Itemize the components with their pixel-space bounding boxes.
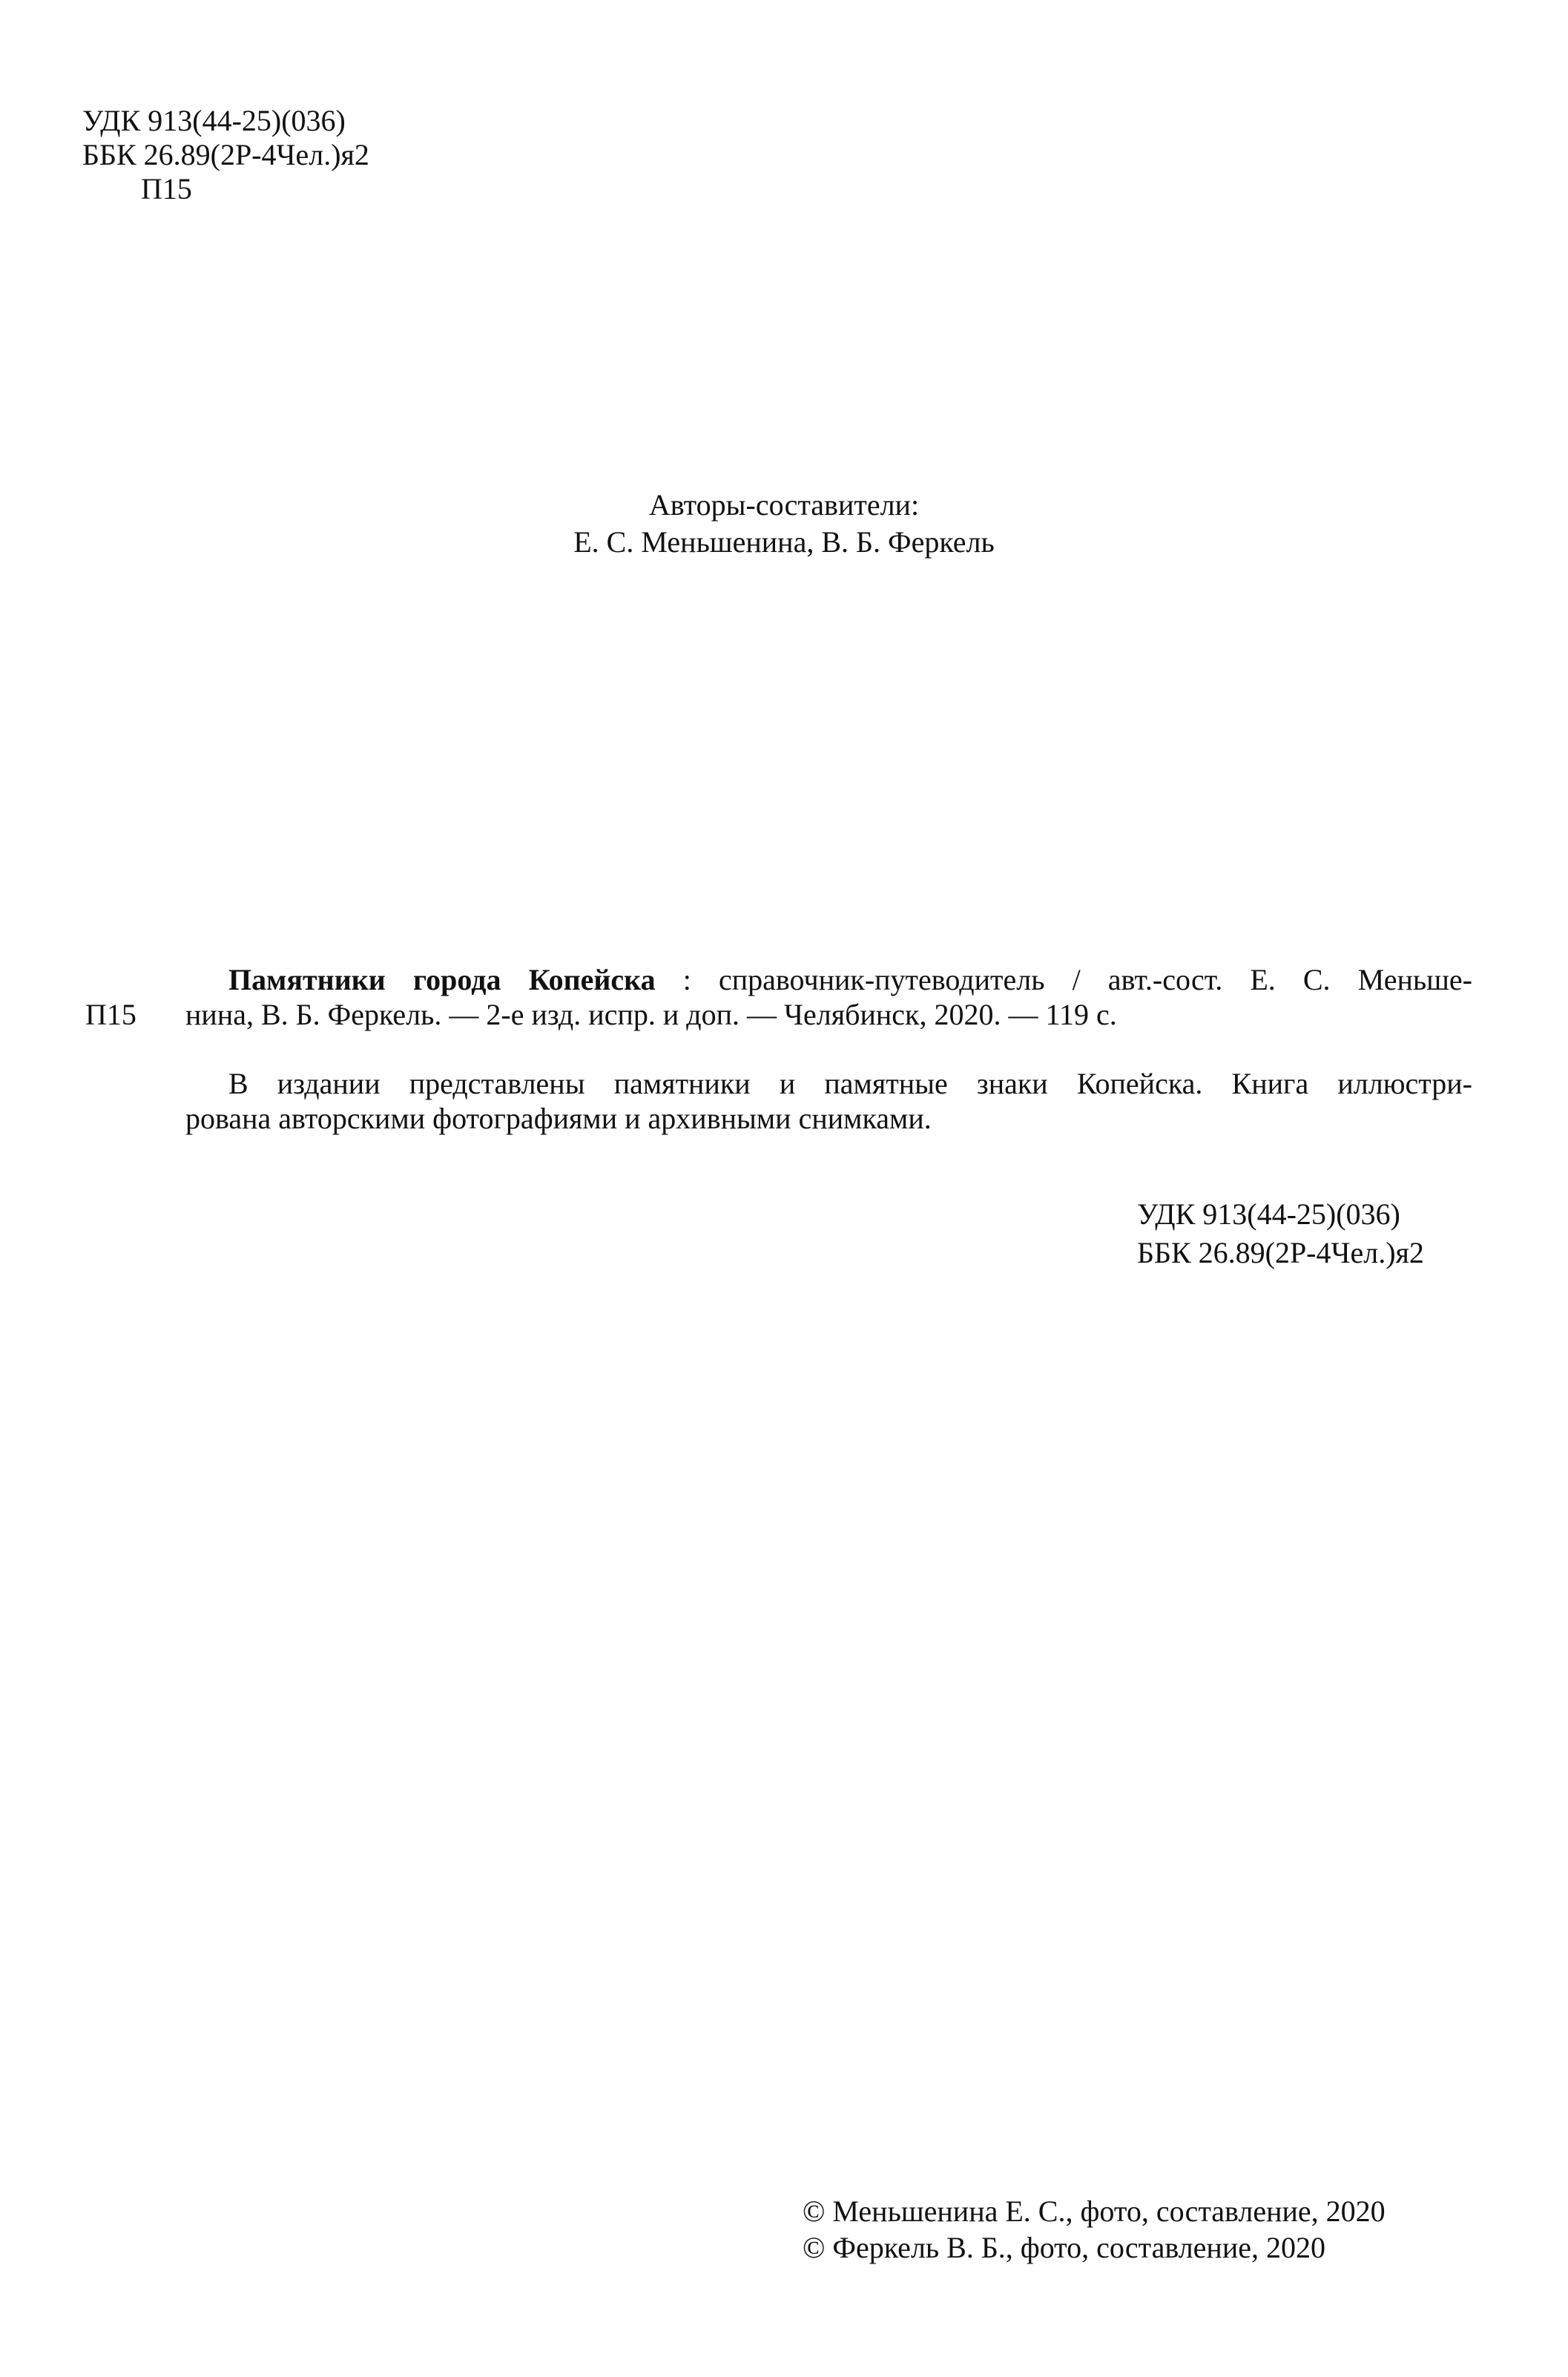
copyright-line-2: © Феркель В. Б., фото, составление, 2020 (803, 2231, 1325, 2264)
copyright-block (803, 2193, 1386, 2266)
author-sign-margin: П15 (85, 998, 136, 1031)
udk-bbk-top-block (82, 104, 369, 206)
catalog-entry-line-1 (185, 962, 1472, 997)
catalog-entry (185, 962, 1472, 1032)
authors-names: Е. С. Меньшенина, В. Б. Феркель (573, 525, 995, 559)
authors-heading: Авторы-составители: (648, 488, 920, 522)
catalog-entry-description: : справочник-путеводитель / авт.-сост. Е. С. Меньше- (655, 963, 1472, 996)
authors-block (0, 487, 1568, 561)
copyright-line-1: © Меньшенина Е. С., фото, составление, 2020 (803, 2194, 1386, 2228)
annotation-line-2: рована авторскими фотографиями и архивными снимками. (185, 1102, 932, 1135)
udk-code: УДК 913(44-25)(036) (82, 104, 346, 137)
bbk-code-right: ББК 26.89(2Р-4Чел.)я2 (1137, 1236, 1424, 1269)
udk-bbk-right-block (1137, 1195, 1424, 1272)
annotation-line-1: В издании представлены памятники и памятные знаки Копейска. Книга иллюстри- (228, 1067, 1472, 1100)
book-title: Памятники города Копейска (228, 963, 656, 996)
bbk-code: ББК 26.89(2Р-4Чел.)я2 (82, 138, 369, 171)
catalog-entry-line-2: нина, В. Б. Феркель. — 2-е изд. испр. и доп. — Челябинск, 2020. — 119 с. (185, 998, 1117, 1031)
udk-code-right: УДК 913(44-25)(036) (1137, 1197, 1400, 1231)
annotation-block (185, 1066, 1472, 1136)
author-sign: П15 (141, 172, 192, 206)
